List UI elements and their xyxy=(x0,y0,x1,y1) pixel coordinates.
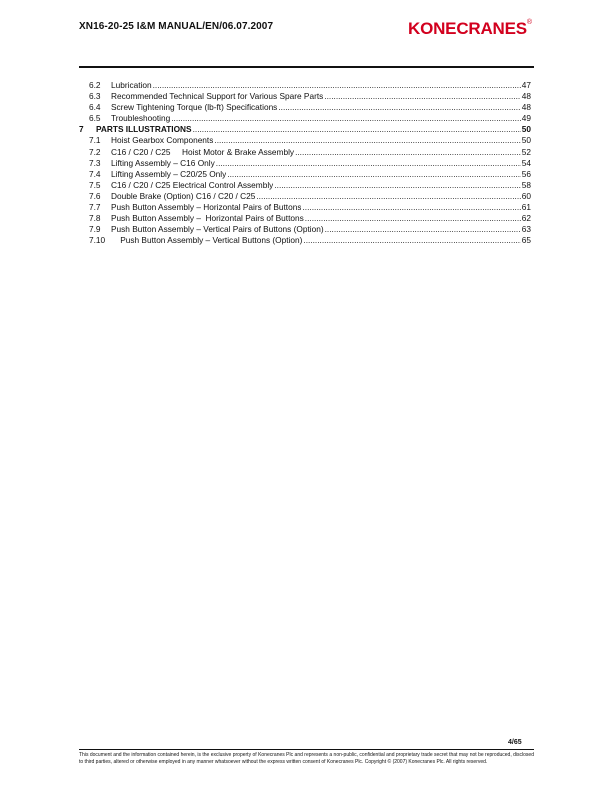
toc-entry-label: C16 / C20 / C25 Electrical Control Assembly xyxy=(111,179,274,190)
toc-entry-number: 7.3 xyxy=(89,157,101,168)
table-of-contents xyxy=(79,80,531,246)
toc-entry-number: 7.2 xyxy=(89,146,101,157)
document-title: XN16-20-25 I&M MANUAL/EN/06.07.2007 xyxy=(79,21,274,32)
toc-entry-number: 7 xyxy=(79,124,84,135)
footer-divider xyxy=(79,749,534,750)
toc-entry[interactable] xyxy=(79,180,531,191)
toc-entry-page: 48 xyxy=(521,91,531,102)
toc-entry-number: 7.4 xyxy=(89,168,101,179)
registered-mark: ® xyxy=(526,19,532,26)
toc-entry-page: 62 xyxy=(521,213,531,224)
toc-dot-leader xyxy=(214,135,520,146)
toc-entry-number: 7.7 xyxy=(89,202,101,213)
toc-entry-number: 7.6 xyxy=(89,190,101,201)
toc-dot-leader xyxy=(325,224,521,235)
toc-entry-page: 52 xyxy=(521,146,531,157)
toc-dot-leader xyxy=(303,235,520,246)
toc-entry[interactable] xyxy=(79,202,531,213)
toc-entry-number: 7.10 xyxy=(89,235,106,246)
toc-entry-label: Lifting Assembly – C20/25 Only xyxy=(111,168,227,179)
toc-dot-leader xyxy=(227,169,520,180)
toc-entry[interactable] xyxy=(79,124,531,135)
toc-entry-page: 47 xyxy=(521,80,531,90)
toc-entry-label: Push Button Assembly – Horizontal Pairs of Buttons xyxy=(111,213,304,224)
toc-entry-label: PARTS ILLUSTRATIONS xyxy=(96,124,192,135)
toc-entry-number: 7.5 xyxy=(89,179,101,190)
toc-entry-label: Troubleshooting xyxy=(111,113,171,124)
toc-dot-leader xyxy=(274,180,520,191)
toc-entry-page: 65 xyxy=(521,235,531,246)
toc-entry[interactable] xyxy=(79,80,531,91)
toc-entry-label: C16 / C20 / C25 Hoist Motor & Brake Assembly xyxy=(111,146,295,157)
logo-text: KONECRANES xyxy=(408,19,527,38)
konecranes-logo xyxy=(408,19,532,39)
toc-dot-leader xyxy=(295,147,521,158)
toc-entry-page: 60 xyxy=(521,190,531,201)
toc-entry[interactable] xyxy=(79,224,531,235)
toc-entry-label: Recommended Technical Support for Various Spare Parts xyxy=(111,91,324,102)
toc-dot-leader xyxy=(216,158,521,169)
toc-dot-leader xyxy=(193,124,521,135)
toc-entry-label: Push Button Assembly – Vertical Buttons (Option) xyxy=(111,235,303,246)
toc-entry-page: 50 xyxy=(521,124,531,135)
toc-entry[interactable] xyxy=(79,135,531,146)
toc-entry[interactable] xyxy=(79,158,531,169)
toc-entry-page: 50 xyxy=(521,135,531,146)
toc-dot-leader xyxy=(324,91,520,102)
toc-entry-page: 49 xyxy=(521,113,531,124)
toc-entry[interactable] xyxy=(79,91,531,102)
toc-entry-number: 7.8 xyxy=(89,213,101,224)
toc-entry-number: 6.2 xyxy=(89,80,101,90)
toc-dot-leader xyxy=(278,102,520,113)
toc-entry-label: Hoist Gearbox Components xyxy=(111,135,214,146)
toc-entry-number: 6.5 xyxy=(89,113,101,124)
page-number: 4/65 xyxy=(508,739,522,746)
toc-entry-label: Screw Tightening Torque (lb-ft) Specifications xyxy=(111,102,278,113)
toc-entry-number: 7.9 xyxy=(89,224,101,235)
toc-entry[interactable] xyxy=(79,213,531,224)
toc-entry-label: Push Button Assembly – Horizontal Pairs of Buttons xyxy=(111,202,302,213)
toc-entry-label: Push Button Assembly – Vertical Pairs of Buttons (Option) xyxy=(111,224,324,235)
toc-dot-leader xyxy=(256,191,520,202)
toc-entry-number: 6.4 xyxy=(89,102,101,113)
toc-dot-leader xyxy=(153,80,521,91)
header-divider xyxy=(79,66,534,68)
legal-notice: This document and the information contained herein, is the exclusive property of Konecranes Plc and represents a non-public, confidential and proprietary trade secret that may not be reproduced, disclosed to third parties, altered or otherwise employed in any manner whatsoever without the express written consent of Konecranes Plc. Copyright © (2007) Konecranes Plc. All rights reserved. xyxy=(79,752,534,765)
toc-entry-number: 6.3 xyxy=(89,91,101,102)
toc-entry-page: 58 xyxy=(521,179,531,190)
toc-entry[interactable] xyxy=(79,235,531,246)
toc-dot-leader xyxy=(302,202,520,213)
toc-entry-label: Double Brake (Option) C16 / C20 / C25 xyxy=(111,190,256,201)
toc-entry-page: 54 xyxy=(521,157,531,168)
toc-dot-leader xyxy=(305,213,521,224)
toc-entry-number: 7.1 xyxy=(89,135,101,146)
toc-entry[interactable] xyxy=(79,113,531,124)
toc-entry[interactable] xyxy=(79,169,531,180)
toc-dot-leader xyxy=(171,113,521,124)
toc-entry[interactable] xyxy=(79,147,531,158)
toc-entry-page: 56 xyxy=(521,168,531,179)
toc-entry-page: 63 xyxy=(521,224,531,235)
toc-entry[interactable] xyxy=(79,102,531,113)
toc-entry-page: 48 xyxy=(521,102,531,113)
toc-entry-label: Lubrication xyxy=(111,80,152,90)
toc-entry-page: 61 xyxy=(521,202,531,213)
toc-entry-label: Lifting Assembly – C16 Only xyxy=(111,157,215,168)
toc-entry[interactable] xyxy=(79,191,531,202)
